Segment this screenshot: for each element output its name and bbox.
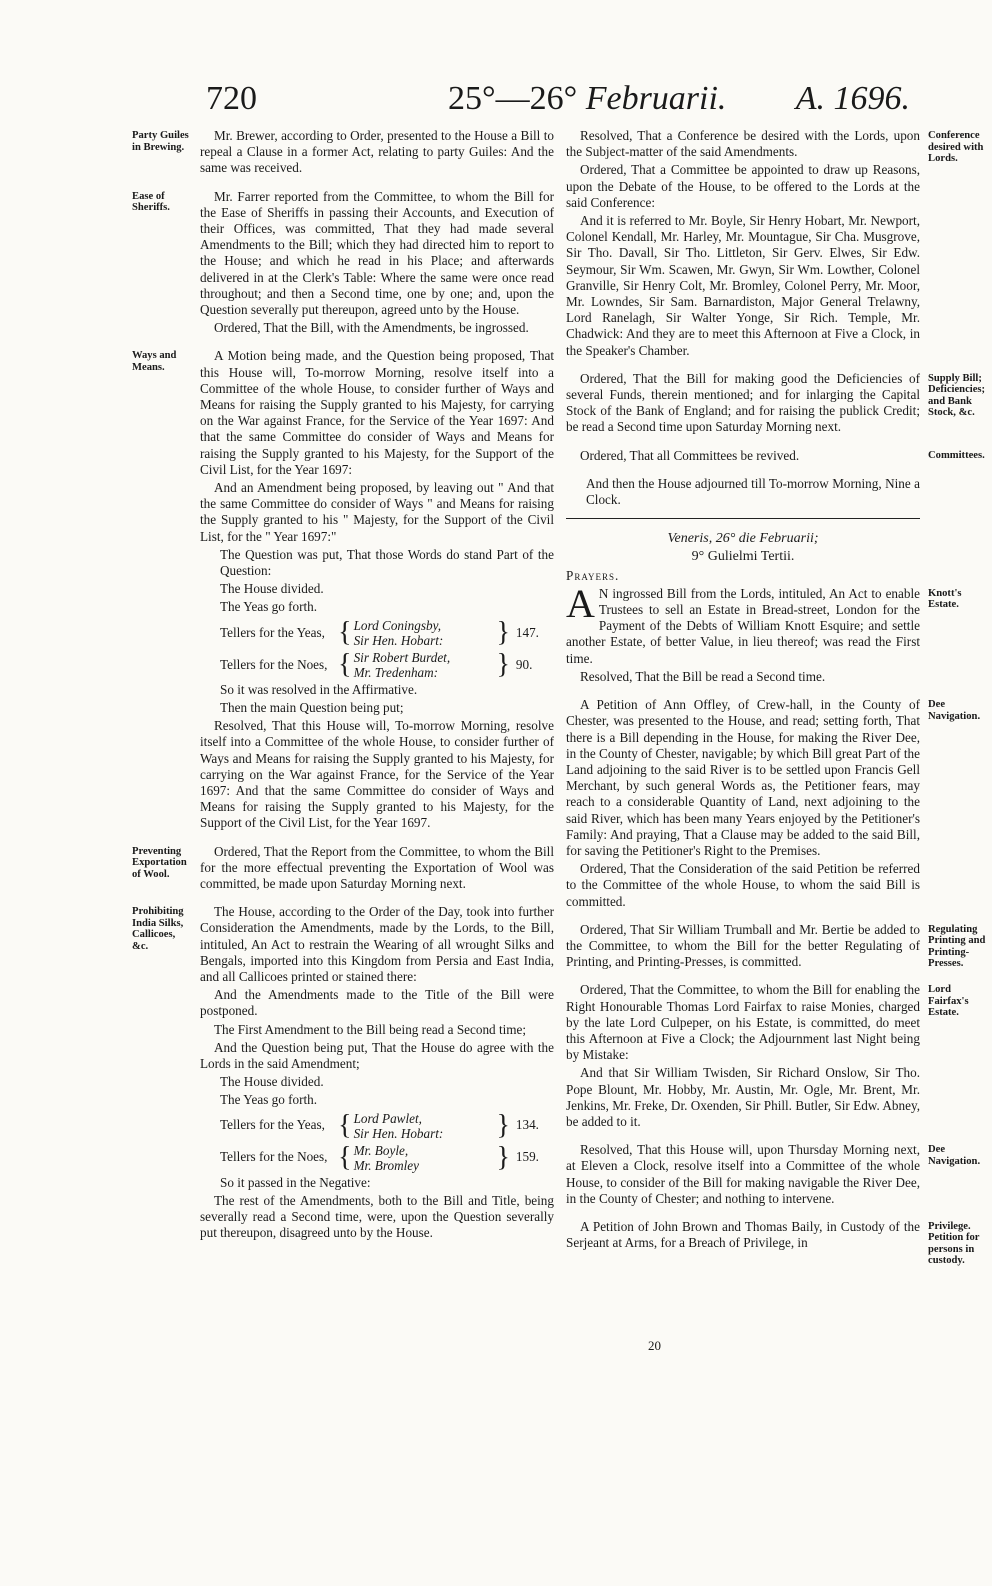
margin-note: Privilege. Petition for persons in custody. [928, 1220, 980, 1267]
paragraph: A Motion being made, and the Question being proposed, That this House will, To-morrow Morning, resolve itself into a Committee of the whole House, to consider further of Ways and Means for raising the Supply granted to his Majesty, for carrying on the War against France, for the Service of the Year 1697: And that the same Committee do consider of Ways and Means for raising the Supply granted to his Majesty, for the Support of the Civil List, for the Year 1697: [200, 348, 554, 477]
paragraph: Resolved, That a Conference be desired with the Lords, upon the Subject-matter of the said Amendments. [566, 128, 920, 160]
margin-note: Lord Fairfax's Estate. [928, 984, 969, 1019]
tellers-yeas [220, 1111, 554, 1141]
entry-party-guiles [132, 128, 554, 177]
margin-note: Dee Navigation. [928, 699, 981, 722]
paragraph-text: N ingrossed Bill from the Lords, intituled, An Act to enable Trustees to sell an Estate in Bread-street, London for the Payment of the Debts of William Knott Esquire; and settle another Estate, of better Value, in lieu thereof; was read the First time. [566, 585, 920, 666]
paragraph: And that Sir William Twisden, Sir Richard Onslow, Sir Tho. Pope Blount, Mr. Hobby, Mr. Austin, Mr. Ogle, Mr. Brent, Mr. Jenkins, Mr. Freke, Dr. Oxenden, Sir Phill. Butler, Sir Edw. Abney, be added to it. [566, 1065, 920, 1129]
entry-dee-navigation-petition [566, 697, 981, 910]
page-header [0, 80, 992, 126]
division-line: The Yeas go forth. [220, 599, 318, 615]
tellers-label: Tellers for the Noes, [220, 1149, 328, 1165]
entry-exportation-of-wool [132, 843, 554, 893]
vote-count: 159. [515, 1149, 539, 1165]
result-line: Then the main Question being put; [220, 699, 404, 715]
teller-names [354, 618, 497, 648]
teller-name: Lord Pawlet, [353, 1110, 422, 1126]
result-line: So it was resolved in the Affirmative. [220, 681, 418, 697]
teller-name: Sir Hen. Hobart: [353, 1125, 444, 1141]
tellers-noes [220, 650, 554, 680]
teller-name: Sir Robert Burdet, [353, 649, 451, 665]
margin-note: Preventing Exportation of Wool. [132, 845, 187, 880]
margin-note: Prohibiting India Silks, Callicoes, &c. [132, 906, 184, 952]
entry-privilege [566, 1218, 980, 1267]
paragraph: Ordered, That Sir William Trumball and Mr. Bertie be added to the Committee, to whom the Bill for the better Regulating of Printing, and Printing-Presses, is committed. [566, 921, 920, 970]
paragraph: Mr. Farrer reported from the Committee, to whom the Bill for the Ease of Sheriffs in passing their Accounts, and Execution of their Offices, was committed, That they had made several Amendments to the Bill; which they had directed him to report to the House; and which he read in his Place; and afterwards delivered in at the Clerk's Table: Where the same were once read throughout; and then a Second time, one by one; and, upon the Question severally put thereupon, agreed unto by the House. [200, 188, 554, 318]
paragraph: And the Question being put, That the House do agree with the Lords in the said Amendment; [200, 1039, 554, 1071]
margin-note: Ways and Means. [132, 350, 177, 373]
day-heading: Veneris, 26° die Februarii; [667, 531, 819, 547]
margin-note: Regulating Printing and Printing-Presses. [928, 923, 986, 970]
paragraph: The Question was put, That those Words do stand Part of the Question: [220, 546, 554, 579]
date-range: 25°—26° [448, 80, 578, 117]
brace-open: { [338, 1141, 352, 1173]
paragraph: Ordered, That all Committees be revived. [580, 447, 800, 463]
entry-dee-navigation-committee [566, 1142, 981, 1207]
teller-names [354, 1143, 497, 1173]
left-column [132, 128, 554, 1253]
entry-india-silks [132, 904, 554, 1241]
regnal-year: 9° Gulielmi Tertii. [691, 549, 795, 565]
tellers-yeas [220, 618, 554, 648]
paragraph: Resolved, That the Bill be read a Second time. [580, 668, 826, 684]
teller-names [354, 1111, 497, 1141]
paragraph: Ordered, That the Committee, to whom the Bill for enabling the Right Honourable Thomas Lord Fairfax to raise Monies, charged by the late Lord Culpeper, on his Estate, is committed, do meet this Afternoon at Five a Clock; the Adjournment last Night being by Mistake: [566, 982, 920, 1063]
paragraph: And an Amendment being proposed, by leaving out " And that the same Committee do consider of Ways " and Means for raising the Supply granted to his " Majesty, for the Support of the Civil List, for the " Year 1697:" [200, 480, 554, 544]
paragraph: And it is referred to Mr. Boyle, Sir Henry Hobart, Mr. Newport, Colonel Kendall, Mr. Harley, Mr. Mountague, Sir Cha. Musgrove, Sir Tho. Davall, Sir Tho. Littleton, Sir Gerv. Elwes, Sir Edw. Seymour, Sir Wm. Scawen, Mr. Gwyn, Sir Wm. Lowther, Colonel Granville, Sir Henry Colt, Mr. Bromley, Colonel Perry, Mr. Moor, Mr. Lowndes, Sir Sam. Barnardiston, Major General Trelawny, Lord Ranelagh, Sir Walter Yonge, Sir Rich. Temple, Mr. Chadwick: And they are to meet this Afternoon at Five a Clock, in the Speaker's Chamber. [566, 213, 920, 358]
division-line: The Yeas go forth. [220, 1092, 318, 1108]
paragraph: Ordered, That the Bill, with the Amendments, be ingrossed. [214, 320, 529, 336]
teller-name: Mr. Tredenham: [353, 664, 439, 680]
entry-lord-fairfax [566, 982, 969, 1130]
teller-name: Mr. Bromley [353, 1157, 419, 1173]
prayers-heading: Prayers. [566, 567, 620, 583]
margin-note: Dee Navigation. [928, 1144, 981, 1167]
entry-committees [566, 447, 985, 464]
brace-close: } [496, 1141, 510, 1173]
paragraph: Resolved, That this House will, To-morrow Morning, resolve itself into a Committee of the whole House, to consider further of Ways and Means for raising the Supply granted to his Majesty, for carrying on the War against France, for the Service of the Year 1697: And that the same Committee do consider of Ways and Means for raising the Supply granted to his Majesty, for the Support of the Civil List, for the Year 1697. [200, 718, 554, 831]
date-heading [448, 80, 726, 118]
vote-count: 147. [515, 624, 539, 640]
paragraph: Ordered, That the Consideration of the said Petition be referred to the Committee of the whole House, to whom the said Bill is committed. [566, 861, 920, 909]
paragraph: The rest of the Amendments, both to the Bill and Title, being severally read a Second time, were, upon the Question severally put thereupon, disagreed unto by the House. [200, 1192, 554, 1241]
paragraph: Ordered, That a Committee be appointed to draw up Reasons, upon the Debate of the House, to be offered to the Lords at the said Conference: [566, 162, 920, 210]
division-line: The House divided. [220, 581, 324, 597]
teller-name: Mr. Boyle, [353, 1142, 409, 1158]
tellers-label: Tellers for the Yeas, [220, 624, 325, 640]
brace-open: { [338, 1109, 352, 1141]
year: A. 1696. [795, 80, 910, 117]
margin-note: Committees. [928, 449, 985, 461]
paragraph: And the Amendments made to the Title of the Bill were postponed. [200, 987, 554, 1019]
paragraph: A Petition of Ann Offley, of Crew-hall, in the County of Chester, was presented to the House, and read; setting forth, That there is a Bill depending in the House, for making the River Dee, in the County of Chester, navigable; by which Bill great Part of the Land adjoining to the said River is to be settled upon Francis Gell Merchant, by such general Words as, the Petitioner fears, may reach to a considerable Quantity of Land, next adjoining to the said River, which has been many Years enjoyed by the Petitioner's Family: And praying, That a Clause may be added to the said Bill, for saving the Petitioner's Right to the Premises. [566, 697, 920, 858]
vote-count: 90. [515, 656, 533, 672]
paragraph: Mr. Brewer, according to Order, presented to the House a Bill to repeal a Clause in a former Act, relating to party Guiles: And the same was received. [200, 128, 554, 176]
entry-regulating-printing [566, 921, 986, 971]
division-line: The House divided. [220, 1074, 324, 1090]
entry-ease-of-sheriffs [132, 188, 554, 337]
brace-close: } [496, 616, 510, 648]
month: Februarii. [585, 80, 727, 117]
margin-note: Conference desired with Lords. [928, 130, 984, 164]
brace-close: } [496, 1109, 510, 1141]
paragraph: Resolved, That this House will, upon Thursday Morning next, at Eleven a Clock, resolve itself into a Committee of the whole House, to consider of the Bill for making navigable the River Dee, in the County of Chester; and nothing to intervene. [566, 1142, 920, 1206]
page-number: 720 [206, 80, 257, 117]
tellers-noes [220, 1143, 554, 1173]
teller-name: Sir Hen. Hobart: [353, 632, 444, 648]
result-line: So it passed in the Negative: [220, 1174, 371, 1190]
tellers-label: Tellers for the Yeas, [220, 1117, 325, 1133]
drop-cap: A [566, 580, 595, 626]
margin-note: Ease of Sheriffs. [132, 190, 170, 214]
right-column [566, 128, 986, 1267]
paragraph: A Petition of John Brown and Thomas Baily, in Custody of the Serjeant at Arms, for a Breach of Privilege, in [566, 1218, 920, 1251]
entry-knotts-estate [566, 580, 962, 685]
entry-conference [566, 128, 984, 359]
margin-note: Party Guiles in Brewing. [132, 130, 189, 153]
margin-note: Supply Bill; Deficiencies; and Bank Stock, &c. [928, 372, 986, 419]
brace-close: } [496, 648, 510, 680]
signature-mark: 20 [648, 1338, 661, 1353]
margin-note: Knott's Estate. [928, 587, 962, 611]
adjournment: And then the House adjourned till To-morrow Morning, Nine a Clock. [586, 475, 920, 508]
vote-count: 134. [515, 1117, 539, 1133]
section-divider [566, 518, 920, 519]
brace-open: { [338, 648, 352, 680]
paragraph: Ordered, That the Bill for making good the Deficiencies of several Funds, therein mentioned; and for inlarging the Capital Stock of the Bank of England; and for raising the publick Credit; be read a Second time upon Saturday Morning next. [566, 370, 920, 435]
entry-supply-bill [566, 370, 986, 436]
paragraph: The House, according to the Order of the Day, took into further Consideration the Amendments, made by the Lords, to the Bill, intituled, An Act to restrain the Wearing of all wrought Silks and Bengals, imported into this Kingdom from Persia and East India, and all Callicoes printed or stained there: [200, 904, 554, 984]
paragraph: Ordered, That the Report from the Committee, to whom the Bill for the more effectual preventing the Exportation of Wool was committed, be made upon Saturday Morning next. [200, 843, 554, 891]
teller-name: Lord Coningsby, [353, 617, 442, 633]
paragraph [566, 580, 920, 667]
paragraph: The First Amendment to the Bill being read a Second time; [214, 1021, 527, 1037]
teller-names [354, 650, 497, 680]
entry-ways-and-means [132, 348, 554, 831]
brace-open: { [338, 616, 352, 648]
tellers-label: Tellers for the Noes, [220, 656, 328, 672]
